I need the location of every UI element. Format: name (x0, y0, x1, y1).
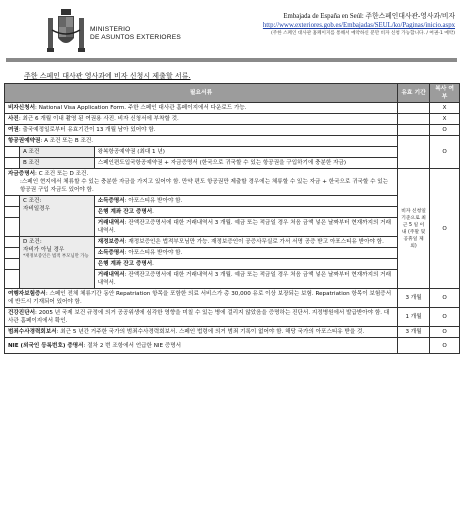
condition-a-text: 왕복항공예약권 (최대 1 년) (94, 147, 397, 158)
item-text: : 잔액잔고증명서에 대한 거래내역서 3 개월. 예금 또는 적금일 경우 처음 금액 넣은 날짜부터 현재까지의 거래내역서. (97, 220, 391, 234)
validity-value: 3 개월 (398, 289, 430, 308)
table-row (5, 103, 460, 114)
table-row (5, 125, 460, 136)
header-copy: 복사 여부 (430, 84, 460, 103)
table-row (5, 114, 460, 125)
row-label: 여행자보험증서 (8, 291, 46, 297)
table-row (5, 158, 460, 169)
copy-mark: O (430, 308, 460, 327)
embassy-url-link[interactable]: http://www.exteriores.gob.es/Embajadas/SEUL/ko/Paginas/inicio.aspx (262, 22, 455, 29)
copy-mark: O (430, 125, 460, 136)
row-text: : 최근 5 년간 거주한 국가의 범죄수사경력회보서. 스페인 법령에 의거 범죄 기록이 없어야 함. 해당 국가의 아포스티유 받을 것. (56, 329, 365, 335)
condition-a-label: A 조건 (19, 147, 94, 158)
table-row (5, 169, 460, 196)
copy-mark: O (430, 136, 460, 169)
copy-mark: X (430, 103, 460, 114)
ministry-line2: DE ASUNTOS EXTERIORES (90, 34, 181, 41)
copy-mark: O (430, 338, 460, 354)
funds-description: :스페인 현지에서 체류할 수 있는 충분한 자금을 가지고 있어야 함. 만약 편도 항공권만 제출할 경우에는 체류할 수 있는 자금 + 한국으로 귀국할 수 있는 항공권 구입 자금도 있어야 함. (20, 179, 389, 193)
item-text: : 잔액잔고증명서에 대한 거래내역서 3 개월. 예금 또는 적금일 경우 처음 금액 넣은 날짜부터 현재까지의 거래내역서. (97, 272, 391, 286)
item-text: : 재정보증인은 법적부모님만 가능. 재정보증인이 공증사무실로 가서 서명 공증 받고 아포스티유 받아야 함. (124, 239, 384, 245)
ministry-line1: MINISTERIO (90, 26, 131, 33)
copy-mark: O (430, 327, 460, 338)
row-text: : National Visa Application Form. 주한 스페인 대사관 홈페이지에서 다운로드 가능. (35, 105, 247, 111)
item-text: : 아포스티유 받아야 함. (124, 250, 183, 256)
document-title: 주한 스페인 대사관 영사과에 비자 신청시 제출할 서류. (24, 72, 191, 80)
header-divider (6, 58, 457, 62)
row-text: : 절차 2 번 조항에서 언급한 NIE 증명서 (83, 342, 182, 349)
copy-mark: X (430, 114, 460, 125)
condition-b-text: 스페인편도입국항공예약권 + 자금증명서 (한국으로 귀국할 수 있는 항공권을 구입하기에 충분한 자금) (94, 158, 397, 169)
item-label: 은행 계좌 잔고 증명서 (97, 209, 153, 215)
item-label: 재정보증서 (97, 239, 125, 245)
validity-value: 3 개월 (398, 327, 430, 338)
header (0, 0, 463, 70)
condition-b-label: B 조건 (19, 158, 94, 169)
validity-value: 1 개월 (398, 308, 430, 327)
row-text: : C 조건 또는 D 조건. (35, 171, 89, 177)
row-text: : 출국예정일로부터 유효기간이 13 개월 남아 있어야 함. (18, 127, 156, 133)
table-row (5, 147, 460, 158)
row-label: 비자신청서 (8, 105, 36, 111)
coat-of-arms-icon (46, 8, 86, 56)
condition-d-note: *재정보증인은 법적 부모님만 가능 (22, 254, 89, 259)
item-label: 소득증명서 (97, 198, 125, 204)
item-label: 거래내역서 (97, 272, 125, 278)
condition-d-label: D 조건: (22, 239, 42, 245)
table-row (5, 338, 460, 354)
condition-d-sub: 자비가 아닐 경우 (22, 247, 65, 253)
header-validity: 유효 기간 (398, 84, 430, 103)
item-label: 소득증명서 (97, 250, 125, 256)
row-label: 건강진단서 (8, 310, 36, 316)
requirements-table (4, 83, 460, 354)
condition-c-sub: 자비일경우 (22, 206, 50, 212)
table-row (5, 196, 460, 207)
table-row (5, 289, 460, 308)
table-row (5, 237, 460, 248)
row-text: : 최근 6 개월 이내 촬영 된 여권용 사진. 비자 신청서에 부착할 것. (18, 116, 179, 122)
table-header-row (5, 84, 460, 103)
embassy-line: Embajada de España en Seúl: 주한스페인대사관-영사과/비자 (283, 13, 455, 20)
copy-mark: O (430, 289, 460, 308)
row-label: 범죄수사경력회보서 (8, 329, 57, 335)
header-docs: 필요서류 (5, 84, 398, 103)
table-row (5, 136, 460, 147)
table-row (5, 327, 460, 338)
item-label: 거래내역서 (97, 220, 125, 226)
item-text: . (152, 209, 154, 215)
row-text: : 2005 년 국제 보건 규정에 의거 공공위생에 심각한 영향을 미칠 수 있는 병에 걸리지 않았음을 증명하는 진단서. 지정병원에서 발급받아야 함. 대사관 홈페이지에서 확인. (8, 310, 390, 324)
item-label: 은행 계좌 잔고 증명서 (97, 261, 153, 267)
row-label: 사진 (8, 116, 19, 122)
item-text: : 아포스티유 받아야 함. (124, 198, 183, 204)
row-label: 자금증명서 (8, 171, 36, 177)
row-label: NIE (외국인 등록번호) 증명서 (8, 342, 84, 349)
embassy-note: (주한 스페인 대사관 홈페이지를 통해서 예약하신 분만 비자 신청 가능합니다. / 여권-1 예약) (270, 31, 455, 36)
ministry-name (90, 26, 181, 42)
funds-validity: 비자 신청일 기준으로 최근 5 일 이내 (주말 및 공휴일 제외) (398, 169, 430, 289)
item-text: . (152, 261, 154, 267)
row-label: 항공권예약권 (8, 138, 41, 144)
row-text: : A 조건 또는 B 조건. (40, 138, 94, 144)
table-row (5, 308, 460, 327)
copy-mark: O (430, 169, 460, 289)
condition-c-label: C 조건: (22, 198, 42, 204)
row-label: 여권 (8, 127, 19, 133)
embassy-block (200, 12, 455, 37)
row-text: : 스페인 전체 체류기간 동안 Repatriation 항목을 포함한 의료 서비스가 총 30,000 유로 이상 보장되는 보험. Repatriation 항목이 보험증서에 반드시 기재되어 있어야 함. (8, 291, 392, 305)
